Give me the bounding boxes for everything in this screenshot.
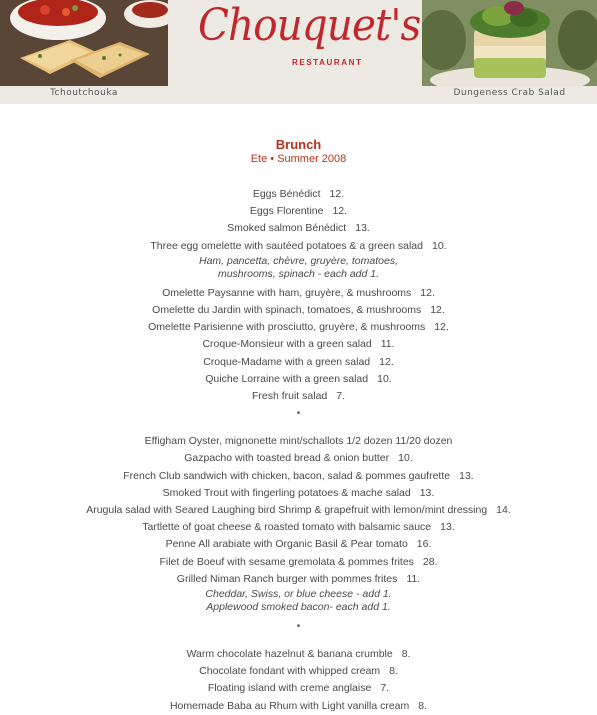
menu-item-price: 12. [430,304,445,317]
menu-item-price: 10. [398,452,413,465]
menu-item-name: Floating island with creme anglaise [207,682,372,695]
logo-script-text: Chouquet's [198,0,421,51]
menu-item-name: Smoked Trout with fingerling potatoes & mache salad [162,486,411,499]
menu-item-name: Omelette Paysanne with ham, gruyère, & mushrooms [162,286,412,299]
menu-item-name: Three egg omelette with sautéed potatoes & a green salad [150,239,423,252]
menu-item-price: 12. [420,286,435,299]
menu-subtitle: Ete • Summer 2008 [250,153,347,165]
menu-item-price: 13. [459,469,474,482]
menu-item [0,433,597,450]
menu-item [0,203,597,220]
logo-subtitle: RESTAURANT [292,58,363,67]
menu-item [0,536,597,553]
menu-item [0,238,597,255]
menu-item [0,571,597,588]
menu-item [0,302,597,319]
section-separator: • [296,408,301,420]
menu-item-name: Warm chocolate hazelnut & banana crumble [186,648,393,661]
menu-item-name: Omelette Parisienne with prosciutto, gruyère, & mushrooms [148,321,426,334]
menu-item-price: 14. [496,504,511,517]
menu-item [0,698,597,715]
menu-item [0,450,597,467]
menu-item-price: 12. [434,321,449,334]
right-photo-caption: Dungeness Crab Salad [453,88,566,98]
menu-item-price: 10. [432,239,447,252]
menu-item-price: 8. [418,699,428,712]
section-gap [0,426,597,433]
menu-item-price: 8. [401,648,411,661]
menu-item-price: 13. [419,486,435,499]
menu-list [0,186,597,715]
menu-item [0,554,597,571]
menu-item-price: 8. [389,665,398,678]
menu-item-name: Eggs Florentine [249,205,324,218]
section-gap [0,639,597,646]
menu-item-name: Effigham Oyster, mignonette mint/schallots 1/2 dozen 11/20 dozen [144,435,453,448]
menu-item-price: 12. [329,188,345,200]
menu-item-name: Filet de Boeuf with sesame gremolata & pommes frites [159,555,414,568]
section-separator: • [296,621,301,633]
menu-item-price: 28. [422,555,438,568]
menu-item-note: Applewood smoked bacon- each add 1. [206,601,391,614]
menu-item-price: 7. [336,390,346,403]
menu-item [0,663,597,680]
menu-item-price: 11. [380,338,395,351]
left-photo-caption: Tchoutchouka [50,88,118,98]
menu-item-price: 16. [416,538,432,551]
menu-item-name: Quiche Lorraine with a green salad [205,372,369,385]
menu-item-note: Ham, pancetta, chèvre, gruyère, tomatoes, [198,254,398,267]
menu-item-name: Penne All arabiate with Organic Basil & Pear tomato [165,538,408,551]
menu-item-name: French Club sandwich with chicken, bacon, salad & pommes gaufrette [123,469,451,482]
menu-item-name: Fresh fruit salad [251,390,328,403]
menu-item [0,336,597,353]
menu-item-name: Homemade Baba au Rhum with Light vanilla cream [169,699,410,712]
menu-item-price: 11. [406,572,421,585]
menu-item-name: Grilled Niman Ranch burger with pommes frites [176,572,398,585]
menu-item-name: Arugula salad with Seared Laughing bird Shrimp & grapefruit with lemon/mint dressing [86,504,488,517]
menu-item-price: 7. [380,682,390,695]
menu-title: Brunch [275,137,322,152]
menu-item [0,502,597,519]
menu-item [0,468,597,485]
menu-item [0,646,597,663]
menu-item [0,285,597,302]
menu-item [0,354,597,371]
menu-item-note: Cheddar, Swiss, or blue cheese - add 1. [205,588,392,601]
menu-item-price: 12. [379,355,394,368]
menu-item-price: 10. [377,372,392,385]
menu-item [0,186,597,203]
menu-item-name: Tartlette of goat cheese & roasted tomato with balsamic sauce [142,521,432,534]
menu-item-price: 13. [355,222,370,235]
menu-item-name: Chocolate fondant with whipped cream [199,665,381,678]
restaurant-logo [168,0,422,86]
menu-item-price: 13. [440,521,455,534]
header-banner [0,0,597,104]
menu-item-price: 12. [332,205,348,218]
menu-item [0,388,597,405]
menu-item [0,519,597,536]
menu-item-name: Croque-Monsieur with a green salad [202,338,372,351]
menu-item-name: Eggs Bénédict [252,188,321,200]
menu-item [0,319,597,336]
menu-item-note: mushrooms, spinach - each add 1. [217,267,380,280]
menu-item [0,220,597,237]
crab-salad-photo [422,0,597,86]
tchoutchouka-photo [0,0,168,86]
menu-item [0,680,597,697]
menu-item-name: Gazpacho with toasted bread & onion butter [184,452,390,465]
menu-item-name: Smoked salmon Bénédict [227,222,347,235]
menu-item-name: Croque-Madame with a green salad [203,355,371,368]
menu-item-name: Omelette du Jardin with spinach, tomatoes, & mushrooms [152,304,422,317]
menu-item [0,485,597,502]
menu-item [0,371,597,388]
